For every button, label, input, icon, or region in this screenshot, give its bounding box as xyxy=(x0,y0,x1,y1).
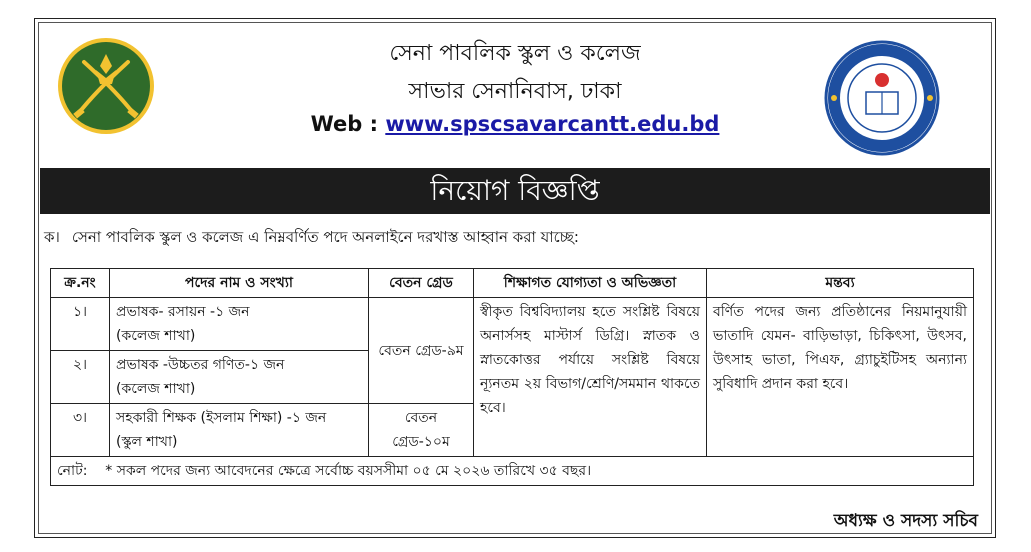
post-title: প্রভাষক- রসায়ন -১ জন xyxy=(116,304,250,320)
post-branch: (কলেজ শাখা) xyxy=(116,328,196,344)
qualification-cell: স্বীকৃত বিশ্ববিদ্যালয় হতে সংশ্লিষ্ট বিষয়ে অনার্সসহ মাস্টার্স ডিগ্রি। স্নাতক ও স্নাতকোত্তর পর্যায়ে সংশ্লিষ্ট বিষয়ে ন্যূনতম ২য় বিভাগ/শ্রেণি/সমমান থাকতে হবে। xyxy=(474,298,707,457)
army-emblem-logo xyxy=(56,36,156,136)
website-link[interactable]: www.spscsavarcantt.edu.bd xyxy=(385,112,720,136)
post-title: প্রভাষক -উচ্চতর গণিত-১ জন xyxy=(116,357,285,373)
job-posts-table xyxy=(50,268,974,486)
intro-paragraph xyxy=(44,226,944,251)
notice-title-banner: নিয়োগ বিজ্ঞপ্তি xyxy=(40,168,990,214)
school-address: সাভার সেনানিবাস, ঢাকা xyxy=(408,79,622,104)
grade-cell: বেতন গ্রেড-১০ম xyxy=(369,404,474,457)
row-serial: ২। xyxy=(51,351,110,404)
note-cell xyxy=(51,457,974,486)
post-branch: (কলেজ শাখা) xyxy=(116,381,196,397)
header-grade: বেতন গ্রেড xyxy=(369,269,474,298)
website-line xyxy=(260,112,770,136)
school-seal-logo xyxy=(822,38,942,158)
grade-cell: বেতন গ্রেড-৯ম xyxy=(369,298,474,404)
header-serial: ক্র.নং xyxy=(51,269,110,298)
row-post xyxy=(110,298,369,351)
row-post xyxy=(110,404,369,457)
post-branch: (স্কুল শাখা) xyxy=(116,434,178,450)
intro-marker: ক। xyxy=(44,228,60,246)
table-header-row xyxy=(51,269,974,298)
remarks-cell: বর্ণিত পদের জন্য প্রতিষ্ঠানের নিয়মানুযায়ী ভাতাদি যেমন- বাড়িভাড়া, চিকিৎসা, উৎসব, উৎসাহ ভাতা, পিএফ, গ্র্যাচুইটিসহ অন্যান্য সুবিধাদি প্রদান করা হবে। xyxy=(707,298,974,457)
intro-text: সেনা পাবলিক স্কুল ও কলেজ এ নিম্নবর্ণিত পদে অনলাইনে দরখাস্ত আহ্বান করা যাচ্ছে: xyxy=(71,228,579,246)
signature-designation: অধ্যক্ষ ও সদস্য সচিব xyxy=(833,511,978,531)
table-row xyxy=(51,298,974,351)
row-serial: ১। xyxy=(51,298,110,351)
note-row xyxy=(51,457,974,486)
header-remarks: মন্তব্য xyxy=(707,269,974,298)
row-serial: ৩। xyxy=(51,404,110,457)
school-name: সেনা পাবলিক স্কুল ও কলেজ xyxy=(389,41,641,66)
post-title: সহকারী শিক্ষক (ইসলাম শিক্ষা) -১ জন xyxy=(116,410,327,426)
header-qualification: শিক্ষাগত যোগ্যতা ও অভিজ্ঞতা xyxy=(474,269,707,298)
note-text: * সকল পদের জন্য আবেদনের ক্ষেত্রে সর্বোচ্চ বয়সসীমা ০৫ মে ২০২৬ তারিখে ৩৫ বছর। xyxy=(105,463,592,479)
note-label: নোট: xyxy=(57,463,88,479)
header-post: পদের নাম ও সংখ্যা xyxy=(110,269,369,298)
row-post xyxy=(110,351,369,404)
web-label: Web : xyxy=(310,112,386,136)
